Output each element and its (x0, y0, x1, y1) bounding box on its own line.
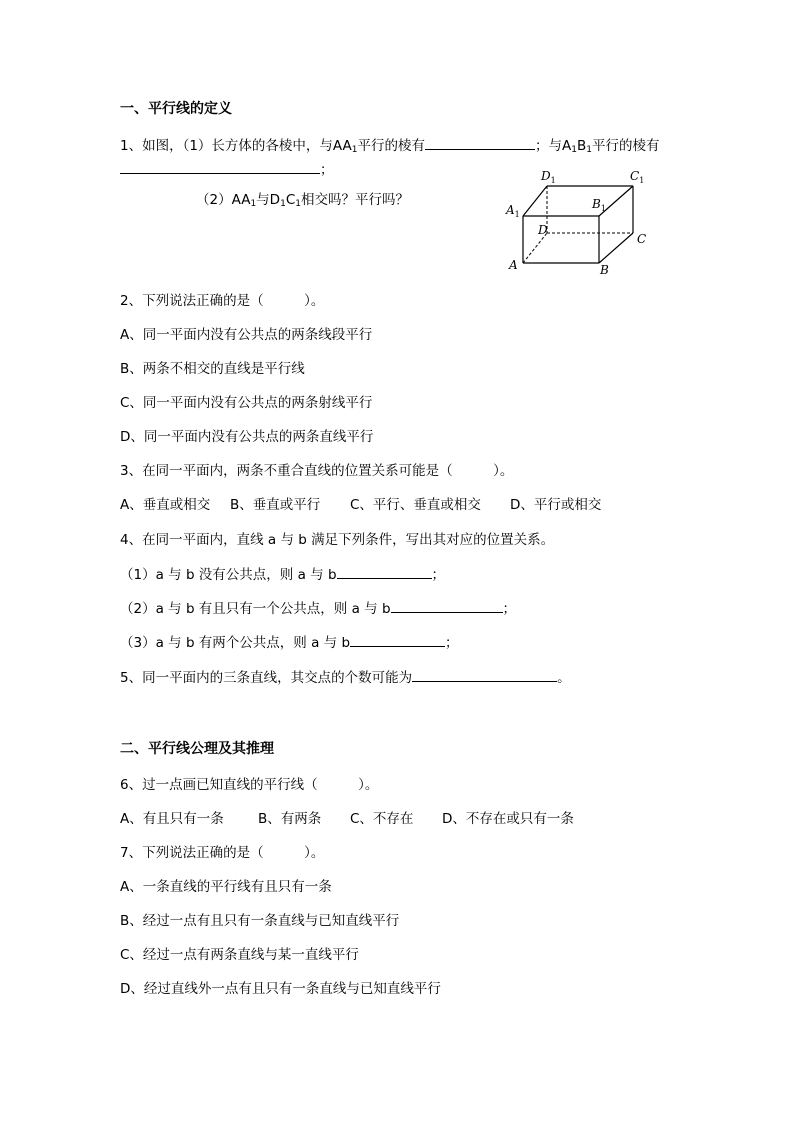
answer-blank[interactable] (337, 565, 432, 579)
question-2-option-c[interactable]: C、同一平面内没有公共点的两条射线平行 (120, 395, 373, 411)
answer-blank[interactable] (391, 599, 503, 613)
label-D1: $D_1$ (541, 169, 556, 185)
question-4-part-3: （3）a 与 b 有两个公共点，则 a 与 b ； (120, 635, 459, 651)
section-2-title: 二、平行线公理及其推理 (120, 741, 274, 757)
label-B1: $B_1$ (592, 197, 606, 213)
question-3-stem: 3、在同一平面内，两条不重合直线的位置关系可能是（ ）。 (120, 463, 514, 479)
question-6-option-b[interactable]: B、有两条 (258, 811, 322, 827)
question-6-options (120, 810, 574, 828)
question-4-stem: 4、在同一平面内，直线 a 与 b 满足下列条件，写出其对应的位置关系。 (120, 532, 555, 548)
question-5: 5、同一平面内的三条直线，其交点的个数可能为 。 (120, 670, 571, 686)
question-3-options (120, 496, 601, 514)
label-C: C (637, 232, 647, 246)
question-2-option-d[interactable]: D、同一平面内没有公共点的两条直线平行 (120, 429, 374, 445)
answer-blank[interactable] (425, 136, 535, 150)
label-D: D (538, 223, 548, 237)
question-4-part-1: （1）a 与 b 没有公共点，则 a 与 b ； (120, 567, 446, 583)
answer-blank[interactable] (412, 668, 557, 682)
question-2-option-b[interactable]: B、两条不相交的直线是平行线 (120, 361, 305, 377)
question-7-stem: 7、下列说法正确的是（ ）。 (120, 845, 325, 861)
question-1-part-2: $(2)AA_1$与$D_1C_1$相交吗？平行吗？ (196, 192, 409, 209)
question-6-stem: 6、过一点画已知直线的平行线（ ）。 (120, 777, 379, 793)
question-6-option-a[interactable]: A、有且只有一条 (120, 811, 224, 827)
question-4-part-2: （2）a 与 b 有且只有一个公共点，则 a 与 b ； (120, 601, 517, 617)
label-B: B (600, 263, 609, 277)
question-7-option-a[interactable]: A、一条直线的平行线有且只有一条 (120, 879, 332, 895)
question-3-option-b[interactable]: B、垂直或平行 (230, 497, 321, 513)
question-3-option-a[interactable]: A、垂直或相交 (120, 497, 211, 513)
question-2-option-a[interactable]: A、同一平面内没有公共点的两条线段平行 (120, 327, 373, 343)
label-C1: $C_1$ (630, 169, 645, 185)
label-A: A (509, 258, 518, 272)
label-A1: $A_1$ (506, 203, 520, 219)
question-6-option-c[interactable]: C、不存在 (350, 811, 414, 827)
question-1-line-2: ； (120, 160, 334, 179)
cuboid-figure (504, 166, 654, 278)
question-3-option-c[interactable]: C、平行、垂直或相交 (350, 497, 481, 513)
question-6-option-d[interactable]: D、不存在或只有一条 (442, 811, 574, 827)
question-1-line-1: 1、如图，（1）长方体的各棱中，与$AA_1$平行的棱有 ；与$A_1B_1$平行的棱有 (120, 138, 660, 155)
section-1-title: 一、平行线的定义 (120, 101, 232, 117)
question-2-stem: 2、下列说法正确的是（ ）。 (120, 293, 325, 309)
question-7-option-b[interactable]: B、经过一点有且只有一条直线与已知直线平行 (120, 913, 400, 929)
question-3-option-d[interactable]: D、平行或相交 (510, 497, 602, 513)
answer-blank[interactable] (350, 633, 445, 647)
answer-blank[interactable] (120, 160, 320, 174)
question-7-option-c[interactable]: C、经过一点有两条直线与某一直线平行 (120, 947, 359, 963)
question-7-option-d[interactable]: D、经过直线外一点有且只有一条直线与已知直线平行 (120, 981, 441, 997)
